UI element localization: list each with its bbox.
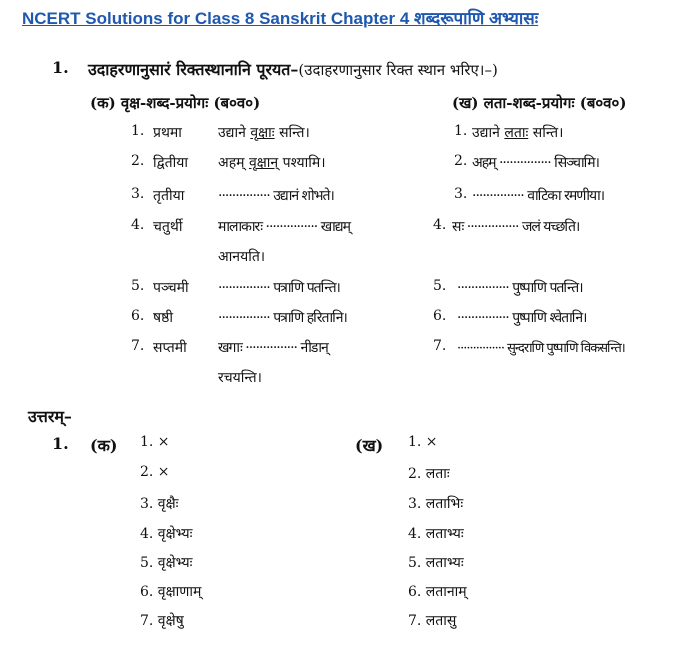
answer-right-item: 4. लताभ्यः xyxy=(408,526,464,542)
left-row-number: 3. xyxy=(131,186,145,202)
right-row-number: 4. xyxy=(433,217,447,233)
right-column-heading: (ख) लता-शब्द-प्रयोगः (ब०व०) xyxy=(452,94,627,112)
answer-heading: उत्तरम्– xyxy=(28,407,72,426)
left-row-number: 5. xyxy=(131,278,145,294)
left-row-case: षष्ठी xyxy=(153,310,173,326)
answer-left-item: 6. वृक्षाणाम् xyxy=(140,584,202,600)
right-row-sentence: अहम् ··············· सिञ्चामि। xyxy=(472,155,599,171)
answer-left-item: 1. × xyxy=(140,434,170,450)
answer-right-item: 1. × xyxy=(408,434,438,450)
answer-left-label: (क) xyxy=(90,436,118,455)
answer-left-item: 7. वृक्षेषु xyxy=(140,613,184,629)
left-row-case: द्वितीया xyxy=(153,155,189,171)
answer-left-item: 5. वृक्षेभ्यः xyxy=(140,555,193,571)
right-row-number: 5. xyxy=(433,278,447,294)
left-row-sentence: अहम् वृक्षान् पश्यामि। xyxy=(218,155,326,171)
left-row-number: 7. xyxy=(131,338,145,354)
right-row-number: 6. xyxy=(433,308,447,324)
answer-right-item: 3. लताभिः xyxy=(408,496,464,512)
left-row-number: 2. xyxy=(131,153,145,169)
left-row-case: पञ्चमी xyxy=(153,280,189,296)
left-row-number: 6. xyxy=(131,308,145,324)
left-row-number: 4. xyxy=(131,217,145,233)
underlined-answer: वृक्षान् xyxy=(248,155,279,171)
left-row-continuation: रचयन्ति। xyxy=(218,370,262,386)
right-row-sentence: ··············· सुन्दराणि पुष्पाणि विकसन्ति। xyxy=(457,341,625,356)
left-row-continuation: आनयति। xyxy=(218,249,266,265)
answer-left-item: 2. × xyxy=(140,464,170,480)
right-row-number: 7. xyxy=(433,338,447,354)
left-row-case: प्रथमा xyxy=(153,125,182,141)
answer-right-label: (ख) xyxy=(355,436,384,455)
left-row-sentence: उद्याने वृक्षाः सन्ति। xyxy=(218,125,310,141)
right-row-sentence: सः ··············· जलं यच्छति। xyxy=(452,219,580,235)
left-row-case: सप्तमी xyxy=(153,340,187,356)
answer-right-item: 2. लताः xyxy=(408,466,450,482)
answer-left-item: 4. वृक्षेभ्यः xyxy=(140,526,193,542)
left-column-heading: (क) वृक्ष-शब्द-प्रयोगः (ब०व०) xyxy=(90,94,261,112)
right-row-sentence: ··············· पुष्पाणि श्वेतानि। xyxy=(457,310,587,326)
answer-right-item: 5. लताभ्यः xyxy=(408,555,464,571)
right-row-sentence: ··············· पुष्पाणि पतन्ति। xyxy=(457,280,583,296)
right-row-sentence: उद्याने लताः सन्ति। xyxy=(472,125,564,141)
question-text-hindi: (उदाहरणानुसार रिक्त स्थान भरिए।–) xyxy=(298,61,498,79)
underlined-answer: लताः xyxy=(504,125,529,141)
left-row-sentence: मालाकारः ··············· खाद्यम् xyxy=(218,219,350,235)
right-row-number: 1. xyxy=(454,123,468,139)
question-text xyxy=(88,58,498,80)
left-row-sentence: खगाः ··············· नीडान् xyxy=(218,340,328,356)
left-row-case: चतुर्थी xyxy=(153,219,183,235)
left-row-sentence: ··············· पत्राणि पतन्ति। xyxy=(218,280,340,296)
right-row-sentence: ··············· वाटिका रमणीया। xyxy=(472,188,605,204)
answer-left-item: 3. वृक्षैः xyxy=(140,496,179,512)
left-row-number: 1. xyxy=(131,123,145,139)
answer-number: 1. xyxy=(52,434,69,453)
page-title[interactable]: NCERT Solutions for Class 8 Sanskrit Chapter 4 शब्दरूपाणि अभ्यासः xyxy=(22,9,539,28)
answer-right-item: 7. लतासु xyxy=(408,613,457,629)
answer-right-item: 6. लतानाम् xyxy=(408,584,467,600)
left-row-sentence: ··············· पत्राणि हरितानि। xyxy=(218,310,347,326)
right-row-number: 3. xyxy=(454,186,468,202)
right-row-number: 2. xyxy=(454,153,468,169)
question-number: 1. xyxy=(52,58,69,77)
question-text-sanskrit: उदाहरणानुसारं रिक्तस्थानानि पूरयत– xyxy=(88,60,299,79)
underlined-answer: वृक्षाः xyxy=(250,125,275,141)
left-row-case: तृतीया xyxy=(153,188,185,204)
left-row-sentence: ··············· उद्यानं शोभते। xyxy=(218,188,334,204)
